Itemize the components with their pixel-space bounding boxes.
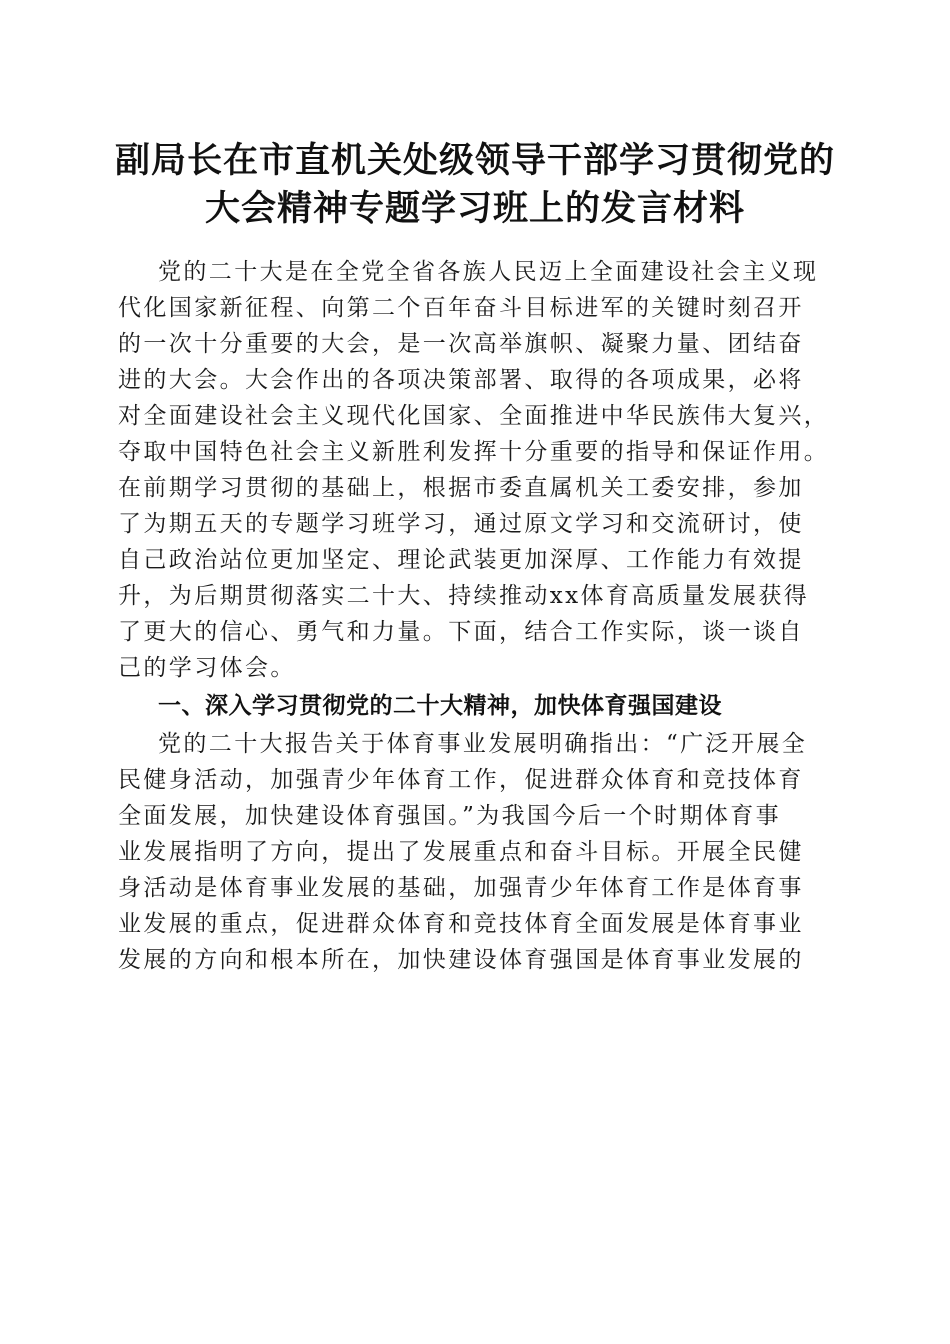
paragraph-line: 身活动是体育事业发展的基础，加强青少年体育工作是体育事 [118,875,804,901]
paragraph-line: 夺取中国特色社会主义新胜利发挥十分重要的指导和保证作用。 [118,439,830,465]
paragraph-line: 自己政治站位更加坚定、理论武装更加深厚、工作能力有效提 [118,547,804,573]
paragraph-line: 对全面建设社会主义现代化国家、全面推进中华民族伟大复兴， [118,403,830,429]
paragraph-line: 发展的方向和根本所在，加快建设体育强国是体育事业发展的 [118,947,804,973]
paragraph-line: 党的二十大是在全党全省各族人民迈上全面建设社会主义现 [158,259,819,285]
paragraph-line: 民健身活动，加强青少年体育工作，促进群众体育和竞技体育 [118,767,804,793]
paragraph-line: 进的大会。大会作出的各项决策部署、取得的各项成果，必将 [118,367,804,393]
paragraph-line: 升，为后期贯彻落实二十大、持续推动xx体育高质量发展获得 [118,583,810,609]
paragraph-line: 业发展的重点，促进群众体育和竞技体育全面发展是体育事业 [118,911,804,937]
document-title-line-1: 副局长在市直机关处级领导干部学习贯彻党的 [114,140,835,181]
section-heading-1: 一、深入学习贯彻党的二十大精神，加快体育强国建设 [158,693,722,719]
paragraph-line: 在前期学习贯彻的基础上，根据市委直属机关工委安排，参加 [118,475,804,501]
paragraph-line: 的一次十分重要的大会，是一次高举旗帜、凝聚力量、团结奋 [118,331,804,357]
paragraph-line: 己的学习体会。 [118,655,296,681]
paragraph-line: 党的二十大报告关于体育事业发展明确指出：“广泛开展全 [158,731,808,757]
paragraph-line: 了更大的信心、勇气和力量。下面，结合工作实际，谈一谈自 [118,619,804,645]
paragraph-line: 代化国家新征程、向第二个百年奋斗目标进军的关键时刻召开 [118,295,804,321]
paragraph-line: 全面发展，加快建设体育强国。”为我国今后一个时期体育事 [118,803,782,829]
paragraph-line: 业发展指明了方向，提出了发展重点和奋斗目标。开展全民健 [118,839,804,865]
paragraph-line: 了为期五天的专题学习班学习，通过原文学习和交流研讨，使 [118,511,804,537]
document-title-line-2: 大会精神专题学习班上的发言材料 [204,188,745,229]
